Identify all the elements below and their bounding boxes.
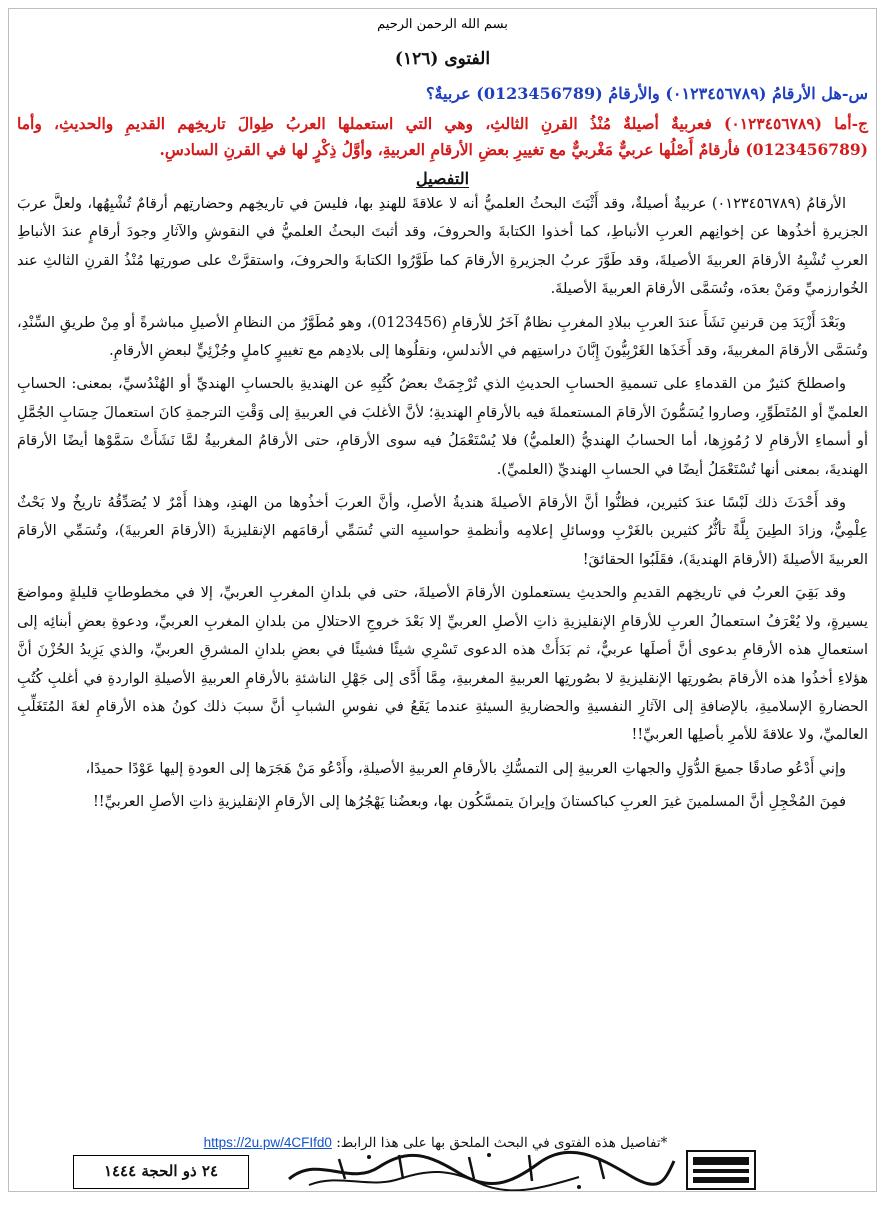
- paragraph: وإني أَدْعُو صادقًا جميعَ الدُّوَلِ والجهاتِ العربيةِ إلى التمسُّكِ بالأرقامِ العربيةِ الأصيلةِ، وأَدْعُو مَنْ هَجَرَها إلى العودةِ إليها عَوْدًا حميدًا،: [85, 760, 846, 777]
- paragraph: واصطلحَ كثيرٌ من القدماءِ على تسميةِ الحسابِ الحديثِ الذي تُرْجِمَتْ بعضُ كُتُبِهِ عن الهنديةِ بالحسابِ الهنديِّ أو الهُنْدُسيِّ، بمعنى: الحسابِ العلميِّ أو المُتَطَوِّرِ، وصاروا يُسَمُّونَ الأرقامَ المستعملةَ فيه بالأرقامِ الهنديةِ؛ لأنَّ الأغلبَ في العربيةِ إلى وَقْتِ الترجمةِ كانَ استعمالَ حِسَابِ الجُمَّلِ أو أسماءِ الأرقامِ لا رُمُوزِها، أما الحسابُ الهنديُّ (العلميُّ) فلا يُسْتَعْمَلُ فيه سوى الأرقامِ، حتى الأرقامُ المغربيةُ لمَّا نَشَأَتْ سَمَّوْها أيضًا الأرقامَ الهنديةَ، بمعنى أنها تُسْتَعْمَلُ أيضًا في الحسابِ الهنديِّ (العلميِّ).: [17, 376, 868, 478]
- calligraphy-signature: [279, 1149, 679, 1191]
- paragraph: وقد بَقِيَ العربُ في تاريخِهم القديمِ والحديثِ يستعملون الأرقامَ الأصيلةَ، حتى في بلدانِ المغربِ العربيِّ، إلا في مخطوطاتٍ قليلةٍ ومواضعَ يسيرةٍ، ولا يُعْرَفُ استعمالُ العربِ للأرقامِ الإنقليزيةِ ذاتِ الأصلِ العربيِّ إلا بَعْدَ خروجِ الاحتلالِ من بلدانِ المغربِ العربيِّ، ودعوةِ بعضِ أبنائِه إلى استعمالِ هذه الأرقامِ بدعوى أنَّ أصلَها عربيٌّ، ثم بَدَأَتْ هذه الدعوى تَسْرِي شيئًا فشيئًا في بعضِ بلدانِ المشرقِ العربيِّ، والذي يَزِيدُ الحُزْنَ أنَّ هؤلاءِ أخذُوا هذه الأرقامَ بصُورتِها الإنقليزيةِ لا بصُورتِها العربيةِ المغربيةِ، مِمَّا أَدَّى إلى جَهْلِ الناشئةِ بالأرقامِ العربيةِ الأصيلةِ الواردةِ في أغلبِ كُتُبِ الحضارةِ الإسلاميةِ، بالإضافةِ إلى الآثارِ النفسيةِ والحضاريةِ السيئةِ عندما يَقَعُ في نفوسِ الشبابِ أنَّ سببَ ذلك كونُ هذه الأرقامِ لغةَ المُتَغَلِّبِ العالميِّ، ولا علاقةَ للأمرِ بأصلِها العربيِّ!!: [17, 585, 868, 744]
- date-box: ٢٤ ذو الحجة ١٤٤٤: [73, 1155, 249, 1189]
- research-link[interactable]: https://2u.pw/4CFIfd0: [203, 1135, 332, 1150]
- paragraph: الأرقامُ (٠١٢٣٤٥٦٧٨٩) عربيةٌ أصيلةٌ، وقد أَثْبَتَ البحثُ العلميُّ أنه لا علاقةَ للهندِ بها، فليسَ في تاريخِهم وحضارتِهم أرقامٌ تُشْبِهُها، ولعلَّ عربَ الجزيرةِ أخذُوها عن إخوانِهم العربِ الأنباطِ، كما أخذوا الكتابةَ والحروفَ، وقد أثبتَ البحثُ العلميُّ في النقوشِ والآثارِ وجودَ أرقامٍ عندَ الأنباطِ العربِ تُشْبِهُ الأرقامَ العربيةَ الأصيلةَ، وقد طَوَّرَ عربُ الجزيرةِ الأرقامَ كما طَوَّرُوا الكتابةَ والحروفَ، واستقرَّتْ على صورتِها مُنْذُ القرنِ الثالثِ عند الخُوارزميِّ ومَنْ بعدَه، وتُسَمَّى الأرقامَ العربيةَ الأصيلةَ.: [17, 196, 868, 298]
- detail-body: [17, 190, 868, 817]
- seal-stamp: [685, 1149, 757, 1191]
- fatwa-content: [17, 81, 868, 822]
- paragraph: وقد أَحْدَثَ ذلك لَبْسًا عندَ كثيرين، فظنُّوا أنَّ الأرقامَ الأصيلةَ هنديةُ الأصلِ، وأنَّ العربَ أخذُوها من الهندِ، وهذا أَمْرٌ لا يُصَدِّقُهُ تاريخٌ ولا بَحْثٌ عِلْمِيٌّ، وزادَ الطِينَ بِلَّةً تأثُّرُ كثيرين بالغَرْبِ ووسائلِ إعلامِه وأنظمةِ حواسيبِه التي تُسَمِّي أرقامَهم الإنقليزيةَ (الأرقامَ العربيةَ)، وتُسَمِّي الأرقامَ العربيةَ الأصيلةَ (الأرقامَ الهنديةَ)، فقَلَبُوا الحقائقَ!: [17, 495, 868, 568]
- basmala: بسم الله الرحمن الرحيم: [377, 17, 508, 32]
- fatwa-page: [8, 8, 877, 1192]
- section-title: التفصيل: [415, 169, 470, 188]
- paragraph: وبَعْدَ أَزْيَدَ مِن قرنينِ نَشَأَ عندَ العربِ ببلادِ المغربِ نظامٌ آخَرُ للأرقامِ (0123456)، وهو مُطَوَّرٌ من النظامِ الأصيلِ مباشرةً أو مِنْ طريقِ السِّنْدِ، وتُسَمَّى الأرقامَ المغربيةَ، وقد أَخَذَها الغَرْبِيُّونَ إِبَّانَ دراستِهم في الأندلسِ، ونقلُوها إلى بلادِهم مع تغييرٍ كاملٍ وجُزْئِيٍّ لبعضِ الأرقامِ.: [17, 314, 868, 360]
- footer-note-text: *تفاصيل هذه الفتوى في البحث الملحق بها على هذا الرابط:: [336, 1135, 668, 1151]
- question-text: س-هل الأرقامُ (٠١٢٣٤٥٦٧٨٩) والأرقامُ (0123456789) عربيةٌ؟: [425, 84, 868, 103]
- fatwa-title: الفتوى (١٢٦): [394, 49, 491, 69]
- paragraph: فمِنَ المُخْجِلِ أنَّ المسلمينَ غيرَ العربِ كباكستانَ وإيرانَ يتمسَّكُون بها، وبعضُنا يَهْجُرُها إلى الأرقامِ الإنقليزيةِ ذاتِ الأصلِ العربيِّ!!: [92, 794, 846, 811]
- answer-text: ج-أما (٠١٢٣٤٥٦٧٨٩) فعربيةٌ أصيلةٌ مُنْذُ القرنِ الثالثِ، وهي التي استعملها العربُ طِوالَ تاريخِهم القديمِ والحديثِ، وأما (0123456789) فأرقامٌ أَصْلُها عربيٌّ مَغْربيٌّ مع تغييرِ بعضِ الأرقامِ العربيةِ، وأوَّلُ ذِكْرٍ لها في القرنِ السادسِ.: [17, 114, 869, 159]
